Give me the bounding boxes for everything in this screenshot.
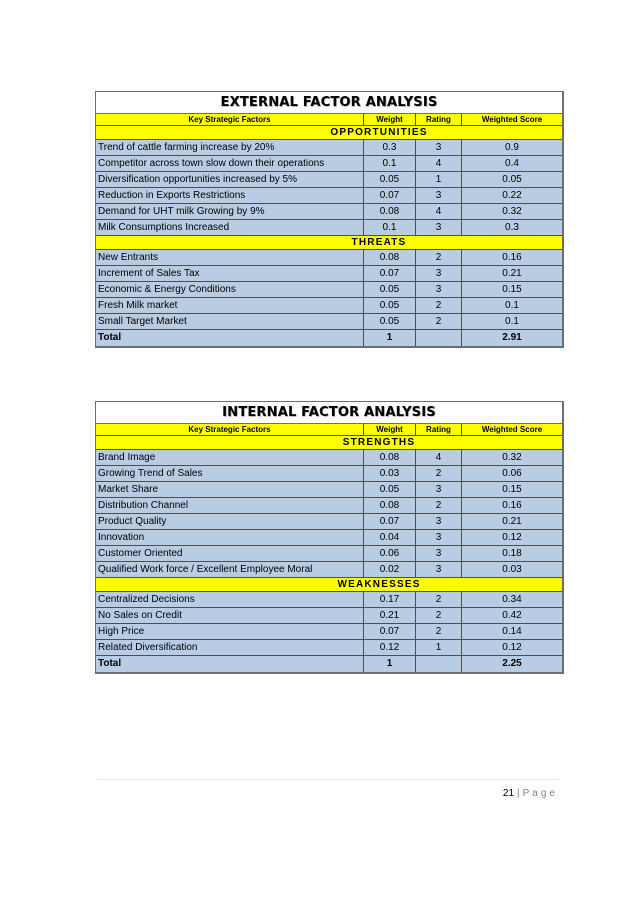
table-row	[96, 314, 562, 330]
cell-rating: 4	[416, 450, 462, 466]
header-weight: Weight	[364, 424, 416, 436]
cell-rating: 1	[416, 640, 462, 656]
efa-header-row	[96, 114, 562, 126]
cell-rating: 4	[416, 204, 462, 220]
cell-factor: Reduction in Exports Restrictions	[96, 188, 364, 204]
total-weighted-score: 2.25	[462, 656, 562, 672]
cell-weight: 0.21	[364, 608, 416, 624]
cell-factor: Competitor across town slow down their operations	[96, 156, 364, 172]
header-rating: Rating	[416, 114, 462, 126]
cell-weight: 0.08	[364, 450, 416, 466]
cell-weighted-score: 0.15	[462, 482, 562, 498]
footer-divider	[97, 779, 559, 780]
cell-rating: 2	[416, 608, 462, 624]
table-row	[96, 608, 562, 624]
internal-factor-analysis-table	[95, 401, 564, 674]
total-rating	[416, 656, 462, 672]
cell-rating: 2	[416, 624, 462, 640]
table-row	[96, 204, 562, 220]
cell-weighted-score: 0.22	[462, 188, 562, 204]
cell-weighted-score: 0.16	[462, 498, 562, 514]
cell-weight: 0.05	[364, 482, 416, 498]
cell-rating: 2	[416, 592, 462, 608]
cell-factor: Customer Oriented	[96, 546, 364, 562]
cell-weight: 0.12	[364, 640, 416, 656]
cell-weighted-score: 0.1	[462, 314, 562, 330]
table-row	[96, 466, 562, 482]
efa-total-row	[96, 330, 562, 346]
page-label: Page	[522, 788, 558, 799]
cell-rating: 3	[416, 282, 462, 298]
table-row	[96, 282, 562, 298]
cell-weight: 0.05	[364, 172, 416, 188]
cell-weight: 0.3	[364, 140, 416, 156]
cell-factor: No Sales on Credit	[96, 608, 364, 624]
table-row	[96, 562, 562, 578]
cell-factor: Brand Image	[96, 450, 364, 466]
cell-rating: 3	[416, 220, 462, 236]
header-weighted-score: Weighted Score	[462, 114, 562, 126]
cell-factor: Related Diversification	[96, 640, 364, 656]
cell-weight: 0.08	[364, 204, 416, 220]
cell-rating: 3	[416, 266, 462, 282]
total-weight: 1	[364, 330, 416, 346]
cell-rating: 2	[416, 498, 462, 514]
cell-factor: Increment of Sales Tax	[96, 266, 364, 282]
cell-factor: Market Share	[96, 482, 364, 498]
table-row	[96, 298, 562, 314]
table-row	[96, 640, 562, 656]
cell-weighted-score: 0.4	[462, 156, 562, 172]
cell-factor: Trend of cattle farming increase by 20%	[96, 140, 364, 156]
cell-weight: 0.05	[364, 298, 416, 314]
ifa-header-row	[96, 424, 562, 436]
cell-weighted-score: 0.12	[462, 530, 562, 546]
cell-weighted-score: 0.14	[462, 624, 562, 640]
efa-title: EXTERNAL FACTOR ANALYSIS	[96, 92, 562, 114]
cell-weight: 0.1	[364, 220, 416, 236]
page-footer	[503, 788, 558, 799]
cell-factor: Fresh Milk market	[96, 298, 364, 314]
header-rating: Rating	[416, 424, 462, 436]
header-weighted-score: Weighted Score	[462, 424, 562, 436]
cell-rating: 3	[416, 482, 462, 498]
cell-factor: High Price	[96, 624, 364, 640]
page-number: 21	[502, 788, 515, 799]
cell-factor: Demand for UHT milk Growing by 9%	[96, 204, 364, 220]
cell-weighted-score: 0.42	[462, 608, 562, 624]
cell-factor: Milk Consumptions Increased	[96, 220, 364, 236]
cell-rating: 2	[416, 298, 462, 314]
cell-weighted-score: 0.15	[462, 282, 562, 298]
cell-weighted-score: 0.21	[462, 514, 562, 530]
table-row	[96, 624, 562, 640]
cell-rating: 4	[416, 156, 462, 172]
cell-rating: 3	[416, 530, 462, 546]
cell-weight: 0.06	[364, 546, 416, 562]
total-label: Total	[96, 330, 364, 346]
cell-rating: 3	[416, 546, 462, 562]
cell-rating: 2	[416, 314, 462, 330]
cell-weighted-score: 0.05	[462, 172, 562, 188]
strengths-rows	[96, 450, 562, 578]
cell-weighted-score: 0.9	[462, 140, 562, 156]
table-row	[96, 530, 562, 546]
cell-rating: 3	[416, 140, 462, 156]
cell-factor: Diversification opportunities increased by 5%	[96, 172, 364, 188]
table-row	[96, 266, 562, 282]
cell-weighted-score: 0.16	[462, 250, 562, 266]
cell-weight: 0.08	[364, 250, 416, 266]
table-row	[96, 156, 562, 172]
external-factor-analysis-table	[95, 91, 564, 348]
table-row	[96, 250, 562, 266]
ifa-total-row	[96, 656, 562, 672]
table-row	[96, 592, 562, 608]
section-opportunities: OPPORTUNITIES	[96, 126, 562, 140]
table-row	[96, 220, 562, 236]
total-label: Total	[96, 656, 364, 672]
cell-factor: Product Quality	[96, 514, 364, 530]
cell-rating: 3	[416, 188, 462, 204]
cell-weighted-score: 0.1	[462, 298, 562, 314]
cell-weighted-score: 0.32	[462, 450, 562, 466]
cell-weight: 0.07	[364, 624, 416, 640]
total-weight: 1	[364, 656, 416, 672]
cell-weight: 0.08	[364, 498, 416, 514]
cell-factor: New Entrants	[96, 250, 364, 266]
total-weighted-score: 2.91	[462, 330, 562, 346]
cell-factor: Small Target Market	[96, 314, 364, 330]
cell-rating: 3	[416, 514, 462, 530]
cell-weighted-score: 0.12	[462, 640, 562, 656]
cell-factor: Innovation	[96, 530, 364, 546]
total-rating	[416, 330, 462, 346]
section-weaknesses: WEAKNESSES	[96, 578, 562, 592]
cell-weighted-score: 0.06	[462, 466, 562, 482]
table-row	[96, 498, 562, 514]
cell-weighted-score: 0.03	[462, 562, 562, 578]
header-key-strategic-factors: Key Strategic Factors	[96, 424, 364, 436]
cell-weight: 0.17	[364, 592, 416, 608]
table-row	[96, 188, 562, 204]
header-key-strategic-factors: Key Strategic Factors	[96, 114, 364, 126]
cell-rating: 2	[416, 466, 462, 482]
table-row	[96, 546, 562, 562]
cell-weight: 0.07	[364, 188, 416, 204]
opportunities-rows	[96, 140, 562, 236]
table-row	[96, 450, 562, 466]
cell-factor: Growing Trend of Sales	[96, 466, 364, 482]
cell-weight: 0.04	[364, 530, 416, 546]
header-weight: Weight	[364, 114, 416, 126]
cell-rating: 3	[416, 562, 462, 578]
cell-weight: 0.02	[364, 562, 416, 578]
cell-factor: Distribution Channel	[96, 498, 364, 514]
cell-weight: 0.07	[364, 266, 416, 282]
ifa-title: INTERNAL FACTOR ANALYSIS	[96, 402, 562, 424]
cell-weighted-score: 0.34	[462, 592, 562, 608]
table-row	[96, 514, 562, 530]
table-row	[96, 140, 562, 156]
cell-weighted-score: 0.32	[462, 204, 562, 220]
weaknesses-rows	[96, 592, 562, 656]
cell-rating: 1	[416, 172, 462, 188]
cell-weighted-score: 0.3	[462, 220, 562, 236]
cell-weighted-score: 0.21	[462, 266, 562, 282]
cell-weight: 0.03	[364, 466, 416, 482]
cell-weight: 0.05	[364, 282, 416, 298]
table-row	[96, 482, 562, 498]
section-threats: THREATS	[96, 236, 562, 250]
cell-factor: Qualified Work force / Excellent Employee Moral	[96, 562, 364, 578]
cell-rating: 2	[416, 250, 462, 266]
cell-factor: Centralized Decisions	[96, 592, 364, 608]
cell-factor: Economic & Energy Conditions	[96, 282, 364, 298]
cell-weighted-score: 0.18	[462, 546, 562, 562]
threats-rows	[96, 250, 562, 330]
footer-separator: |	[517, 788, 520, 799]
cell-weight: 0.07	[364, 514, 416, 530]
table-row	[96, 172, 562, 188]
cell-weight: 0.05	[364, 314, 416, 330]
section-strengths: STRENGTHS	[96, 436, 562, 450]
cell-weight: 0.1	[364, 156, 416, 172]
